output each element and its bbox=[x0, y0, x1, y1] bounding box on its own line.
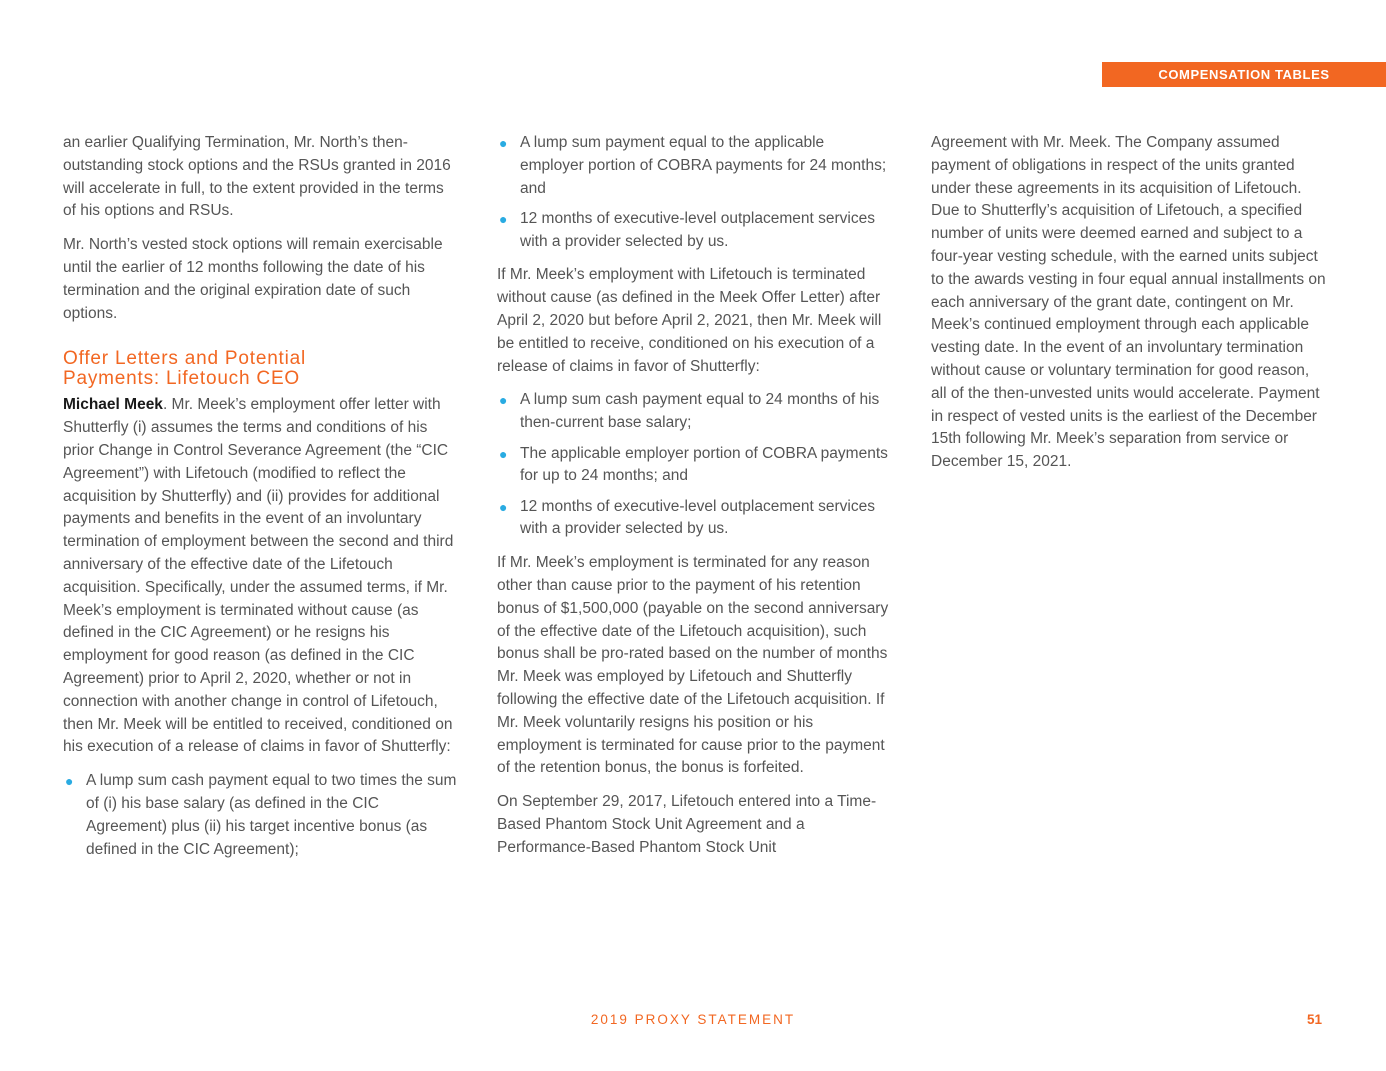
list-item bbox=[497, 443, 892, 489]
list-item-text: A lump sum cash payment equal to 24 months of his then-current base salary; bbox=[520, 391, 880, 432]
bullet-icon: ● bbox=[499, 498, 508, 515]
bullet-icon: ● bbox=[499, 210, 508, 227]
page-number: 51 bbox=[1306, 1012, 1322, 1027]
paragraph: an earlier Qualifying Termination, Mr. North’s then-outstanding stock options and the RSUs granted in 2016 will accelerate in full, to the extent provided in the terms of his options and RSUs. bbox=[63, 134, 451, 220]
list-item-text: 12 months of executive-level outplacement services with a provider selected by us. bbox=[520, 209, 875, 250]
paragraph: On September 29, 2017, Lifetouch entered into a Time-Based Phantom Stock Unit Agreement and a Performance-Based Phantom Stock Unit bbox=[497, 793, 877, 856]
paragraph: Agreement with Mr. Meek. The Company assumed payment of obligations in respect of the units granted under these agreements in its acquisition of Lifetouch. Due to Shutterfly’s acquisition of Lifetouch, a specified number of units were deemed earned and subject to a four-year vesting schedule, with the earned units subject to the awards vesting in four equal annual installments on each anniversary of the grant date, contingent on Mr. Meek’s continued employment through each applicable vesting date. In the event of an involuntary termination without cause or voluntary termination for good reason, all of the then-unvested units would accelerate. Payment in respect of vested units is the earliest of the December 15th following Mr. Meek’s separation from service or December 15, 2021. bbox=[931, 134, 1326, 471]
column-3 bbox=[931, 132, 1326, 485]
list-item-text: A lump sum payment equal to the applicable employer portion of COBRA payments for 24 months; and bbox=[520, 134, 887, 197]
bullet-list bbox=[497, 132, 892, 253]
bullet-list bbox=[497, 389, 892, 541]
bullet-icon: ● bbox=[499, 392, 508, 409]
paragraph-text: . Mr. Meek’s employment offer letter with Shutterfly (i) assumes the terms and conditions of his prior Change in Control Severance Agreement (the “CIC Agreement”) with Lifetouch (modified to reflect the acquisition by Shutterfly) and (ii) provides for additional payments and benefits in the event of an involuntary termination of employment between the second and third anniversary of the effective date of the Lifetouch acquisition. Specifically, under the assumed terms, if Mr. Meek’s employment is terminated without cause (as defined in the CIC Agreement) or he resigns his employment for good reason (as defined in the CIC Agreement) prior to April 2, 2020, whether or not in connection with another change in control of Lifetouch, then Mr. Meek will be entitled to received, conditioned on his execution of a release of claims in favor of Shutterfly: bbox=[63, 396, 454, 756]
list-item-text: A lump sum cash payment equal to two times the sum of (i) his base salary (as defined in the CIC Agreement) plus (ii) his target incentive bonus (as defined in the CIC Agreement); bbox=[86, 772, 457, 858]
bullet-list bbox=[63, 770, 458, 861]
column-1 bbox=[63, 132, 458, 872]
list-item bbox=[497, 208, 892, 254]
bullet-icon: ● bbox=[65, 773, 74, 790]
paragraph: If Mr. Meek’s employment is terminated for any reason other than cause prior to the payment of his retention bonus of $1,500,000 (payable on the second anniversary of the effective date of the Lifetouch acquisition), such bonus shall be pro-rated based on the number of months Mr. Meek was employed by Lifetouch and Shutterfly following the effective date of the Lifetouch acquisition. If Mr. Meek voluntarily resigns his position or his employment is terminated for cause prior to the payment of the retention bonus, the bonus is forfeited. bbox=[497, 554, 889, 777]
paragraph: Mr. North’s vested stock options will remain exercisable until the earlier of 12 months following the date of his termination and the original expiration date of such options. bbox=[63, 236, 443, 322]
section-tag: COMPENSATION TABLES bbox=[1102, 62, 1386, 87]
list-item bbox=[497, 496, 892, 542]
bullet-icon: ● bbox=[499, 135, 508, 151]
list-item bbox=[497, 389, 892, 435]
bullet-icon: ● bbox=[499, 445, 508, 462]
list-item bbox=[63, 770, 458, 861]
heading-line: Payments: Lifetouch CEO bbox=[63, 367, 301, 389]
list-item bbox=[497, 132, 892, 200]
paragraph: If Mr. Meek’s employment with Lifetouch is terminated without cause (as defined in the Meek Offer Letter) after April 2, 2020 but before April 2, 2021, then Mr. Meek will be entitled to receive, conditioned on his execution of a release of claims in favor of Shutterfly: bbox=[497, 266, 882, 375]
list-item-text: The applicable employer portion of COBRA payments for up to 24 months; and bbox=[520, 444, 888, 485]
list-item-text: 12 months of executive-level outplacement services with a provider selected by us. bbox=[520, 497, 875, 538]
person-name: Michael Meek bbox=[63, 396, 163, 414]
paragraph bbox=[63, 394, 458, 759]
footer-title: 2019 PROXY STATEMENT bbox=[590, 1012, 796, 1027]
column-2 bbox=[497, 132, 892, 871]
section-heading bbox=[63, 349, 458, 388]
heading-line: Offer Letters and Potential bbox=[63, 348, 307, 370]
